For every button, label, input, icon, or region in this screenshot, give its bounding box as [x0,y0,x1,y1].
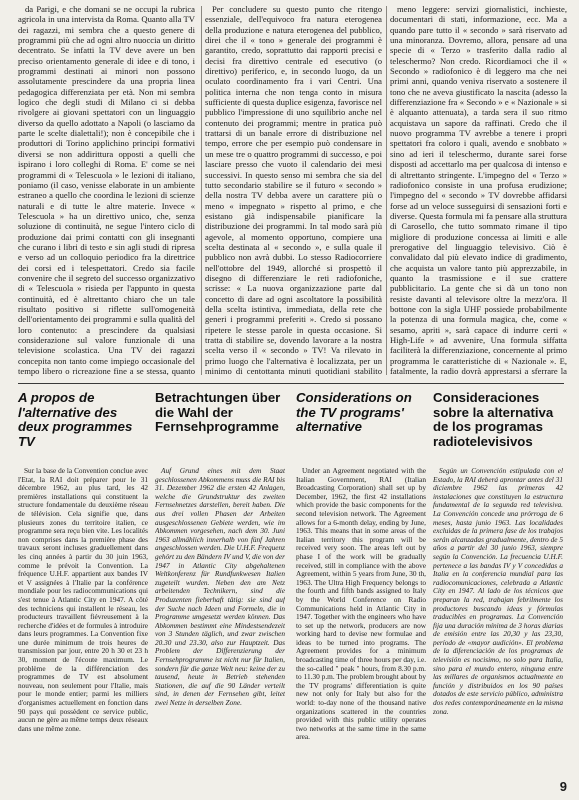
italian-column-2 [205,4,382,377]
summary-english [296,467,426,790]
summary-spanish [433,467,563,790]
italian-column-1 [18,4,195,377]
column-rule-2 [386,6,387,375]
column-rule-1 [201,6,202,375]
summary-french-text: Sur la base de la Convention conclue avec l'Etat, la RAI doit préparer pour le 31 décembre 1962, au plus tard, les 42 premières installations qui constituent la structure fondamentale du deuxième réseau de télévision. Cela signifie que, dans plusieurs zones du territoire italien, ce programme sera reçu bien vite. Les localités non comprises dans la première phase des travaux seront incluses graduellement dans les cinq années à partir du 30 juin 1963, comme le prévoit la Convention. La fréquence U.H.F. appartient aux bandes IV et V assignées à l'Italie par la conférence mondiale pour les radiocommunications qui s'est tenue à Atlantic City en 1947. A côté des techniciens qui installent le réseau, les producteurs travaillent fiévreusement à la recherche d'idées et de formules à introduire dans leurs programmes. La Convention fixe une durée minimum de trois heures de transmission par jour, entre 20 h 30 et 23 h 30, moment de l'écoute maximum. Le problème de la différenciation des programmes de TV est absolument nouveau, non seulement pour l'Italie, mais pour le monde entier; parmi les milliers d'organismes actuellement en fonction dans 90 pays qui possèdent ce service public, aucun ne gère au même temps deux réseaux dans une même zone. [18,467,148,733]
summary-english-text: Under an Agreement negotiated with the Italian Government, RAI (Italian Broadcasting Corporation) shall set up by December, 1962, the first 42 installations which provide the basic components for the second television network. The Agreement allows for a 6-month delay, ending by June, 1963. This means that in some areas of the Italian territory this program will be received very soon. The areas left out by phase I of the work will be gradually received, still in compliance with the above Agreement, within 5 years from June, 30 th, 1963. The Ultra High Frequency belongs to the fourth and fifth bands assigned to Italy by the World Conference on Radio Communications held in Atlantic City in 1947. Together with the engineers who have to set up the network, producers are now working hard to devise new formulae and ideas to be turned into programs. The Agreement provides for a minimum broadcasting time of three hours per day, i.e. the so-called " peak " hours, from 8.30 p.m. to 11.30 p.m. The problem brought about by the TV programs' differentiation is quite new not only for Italy but also for the world: to-day none of the thousand native organizations scattered in the countries provided with this public utility operates two networks at the same time in the same area. [296,467,426,742]
heading-spanish: Consideraciones sobre la alternativa de los programas radiotelevisivos [433,390,554,449]
heading-german: Betrachtungen über die Wahl der Fernsehprogramme [155,390,281,435]
summary-german-text: Auf Grund eines mit dem Staat geschlossenen Abkommens muss die RAI bis 31. Dezember 1962 die ersten 42 Anlagen, welche die Grundstruktur des zweiten Fernsehnetzes darstellen, bereit haben. Die aus drei vollen Phasen der Arbeiten ausgeschlossenen Gebiete werden, wie im Abkommen vorgesehen, nach dem 30. Juni 1963 allmählich innerhalb von fünf Jahren angeschlossen werden. Die U.H.F. Frequenz gehört zu den Bändern IV und V, die von der 1947 in Atlantic City abgehaltenen Weltkonferenz für Rundfunkwesen Italien zugeteilt wurden. Neben den am Netz arbeitenden Technikern, sind die Produzenten fieberhaft tätig: sie sind auf der Suche nach Ideen und Formeln, die in Programme umgesetzt werden können. Das Abkommen bestimmt eine Mindestsendezeit von 3 Stunden täglich, und zwar zwischen 20.30 und 23.30, also zur Hauptzeit. Das Problem der Differenzierung der Fernsehprogramme ist nicht nur für Italien, sondern für die ganze Welt neu: keine der zu tausend, heute in Betrieb stehenden Stationen, die auf die 90 Länder verteilt sind, in denen der Fernsehen gibt, leitet zwei Netze in derselben Zone. [155,467,285,708]
italian-column-1-text: da Parigi, e che domani se ne occupi la rubrica agricola in una intervista da Roma. Quanto alla TV dei ragazzi, mi sembra che a questo genere di programmi più che ad ogni altro nuoccia un diritto decentrato. Se infatti la TV deve avere un ben preciso orientamento generale di idee e di tono, i programmi destinati ai minori non possono assolutamente prescindere da una propria linea pedagogica differenziata per età. Non mi sembra logico che degli studi di Milano ci si debba rivolgere ai giovani spettatori con un linguaggio diverso da quello adottato a Napoli (o lasciamo da parte le scelte dialettali!); non è concepibile che i produttori di Torino applichino principi formativi diversi se non addirittura opposti a quelli che ispirano i loro colleghi di Roma. E' come se nei programmi di « Telescuola » le lezioni di italiano, poniamo (il caso, venisse elaborate in un ambiente estraneo a quello che coordina le lezioni di scienze naturali e di tutte le altre materie. Invece « Telescuola » ha un direttivo unico, che, senza soluzione di continuità, ne segue l'intero ciclo di produzione dai primi contatti con gli insegnanti che curano i libri di testo e sin agli studi di ripresa e verso ad un colloquio periodico fra la direttrice dei corsi ed i telespettatori. Credo sia facile convenire che il segreto del successo organizzativo di « Telescuola » risieda per l'appunto in questa continuità, ed è altrettanto chiaro che un tale risultato positivo si riflette sull'omogeneità dell'orientamento dei programmi e sulla qualità del loro contenuto: a prescindere da qualsiasi considerazione sul valore funzionale di una televisione scolastica. Una TV dei ragazzi concepita non tanto come impiego occasionale del tempo libero o ricreazione fine a se stessa, quanto [18,4,195,377]
italian-column-3 [390,4,567,377]
summary-german [155,467,285,790]
heading-french: A propos de l'alternative des deux programmes TV [18,390,133,449]
page-number: 9 [559,779,567,794]
summary-spanish-text: Según un Convención estipulada con el Estado, la RAI deberá aprontar antes del 31 diciembre 1962 las primeras 42 instalaciones que constituyen la estructura fundamental de la segunda red televisiva. La Convención concede una prórroga de 6 meses, hasta junio 1963. Las localidades excluidas de la primera fase de los trabajos serán alcanzadas gradualmente, dentro de 5 años a partir del 30 junio 1963, siempre según la Convención. La frecuencia U.H.F. pertenece a las bandas IV y V concedidas a Italia en la conferencia mundial para las radiocomunicaciones, celebrada a Atlantic City en 1947. Al lado de los técnicos que preparan la red, trabajan febrilmente los productores buscando ideas y fórmulas traducibles en programas. La Convención fija una duración mínima de 3 horas diarias de emisión entre las 20,30 y las 23,30, período de «mayor audición». El problema de la diferenciación de los programas de televisión es nocisimo, no solo para Italia, sino para el mundo entero, ninguna entre las millares de organismos actualmente en función y distribuidos en los 90 países dotados de este servicio público, administra dos redes contemporáneamente en la misma zona. [433,467,563,716]
section-divider [18,383,564,384]
summary-french [18,467,148,790]
italian-column-3-text: meno leggere: servizi giornalistici, inchieste, documentari di stati, informazione, ecc. Ma a quando pare tutto il « secondo » sarà riservato ad una minoranza. Dovremo, allora, pensare ad una specie di « Terzo » trasferito dalla radio al teleschermo? Non credo. Ricordiamoci che il « Secondo » radiofonico è di leggero ma che nei primi anni, quando veniva riservato a sostenere il tono che ne aveva giustificato la nascita (adesso la differenziazione fra « Secondo » e « Nazionale » si è alquanto attenuata), a tarda sera il suo ritmo acquistava un sapore da raffinati. Credo che il nuovo programma TV avrebbe a tenere i propri spettatori fra coloro i quali, avendo e snobbato » sino ad ieri il teleschermo, durante sarei forse disposti ad accettarlo ma per qualcosa di intenso e di altrettanto stringente. L'impegno del « Terzo » radiofonico consiste in una profusa erudizione; l'impegno del « secondo » TV dovrebbe affidarsi forse ad un veloce susseguirsi di sensazioni forti e diverse. Questa formula mi fa pensare alla struttura di Carosello, che tutto sommato rimane il tipo migliore di produzione concessa ai limiti e alle prerogative del linguaggio televisivo. Ciò è convalidato dal più elevato indice di gradimento, che acquista un valore tanto più apprezzabile, in quanto la trasmissione e il sue crattere pubblicitario. La gente che si dà un tono non resiste davanti al televisore oltre la mezz'ora. Il bottone con la sigla UHF possiede probabilmente la potenza di una formula magica, che, come « sesamo, apriti », sarà capace di indurre certi « High-Life » ad avvenire, Una formula siffatta faciliterà la differenziazione, concernente al primo programma le caratteristiche di « Nazionale ». E, fatalmente, la radio dovrà apprestarsi a sferrare la [390,4,567,377]
italian-column-2-text: Per concludere su questo punto che ritengo essenziale, dell'equivoco fra natura eterogenea della produzione e natura eterogenea del pubblico, direi che il « tono » generale dei programmi è garantito, credo, soprattutto dai rapporti precisi e decisi fra direttivo centrale ed esecutivo (o direttivo) periferico, e, in secondo luogo, da un oculato coordinamento fra i vari Centri. Una politica interna che non tenga conto in misura sufficiente di questa duplice esigenza, favorisce nel pubblico l'impressione di uno squilibrio anche nel contenuto dei programmi; mentre in pratica può trattarsi di un banale errore di distribuzione nel tempo, errore che per esempio può condensare in un mese tre o quattro programmi di successo, e poi lasciare presso che vuoto il calendario dei mesi successivi. In questo senso mi sembra che sia del tutto secondario stabilire se il futuro « secondo » della nostra TV debba avere un carattere più o meno « impegnato » rispetto al primo, e che esistano già indispensabile pianificare la distribuzione dei programmi. In tal modo sarà più agevole, al momento opportuno, compiere una scelta destinata al « secondo », e sulla quale il pubblico non avrà dubbi. Lo stesso Radiocorriere nell'ottobre del 1949, allorché si prospettò il disegno di differenziare le reti radiofoniche, scrisse: « La nuova organizzazione parte dal concetto di dare ad ogni ascoltatore la possibilità della scelta istintiva, immediata, della rete che generi i programmi preferiti ». Credo si possano ripetere le stesse parole in questa occasione. Si tratta di stabilire se, dovendo lavorare a la nostra scelta verso il « secondo » TV! Va rilevato in primo luogo che l'alternativa è localizzata, per un minimo di centottanta minuti quotidiani stabilito [205,4,382,377]
heading-english: Considerations on the TV programs' alternative [296,390,412,435]
